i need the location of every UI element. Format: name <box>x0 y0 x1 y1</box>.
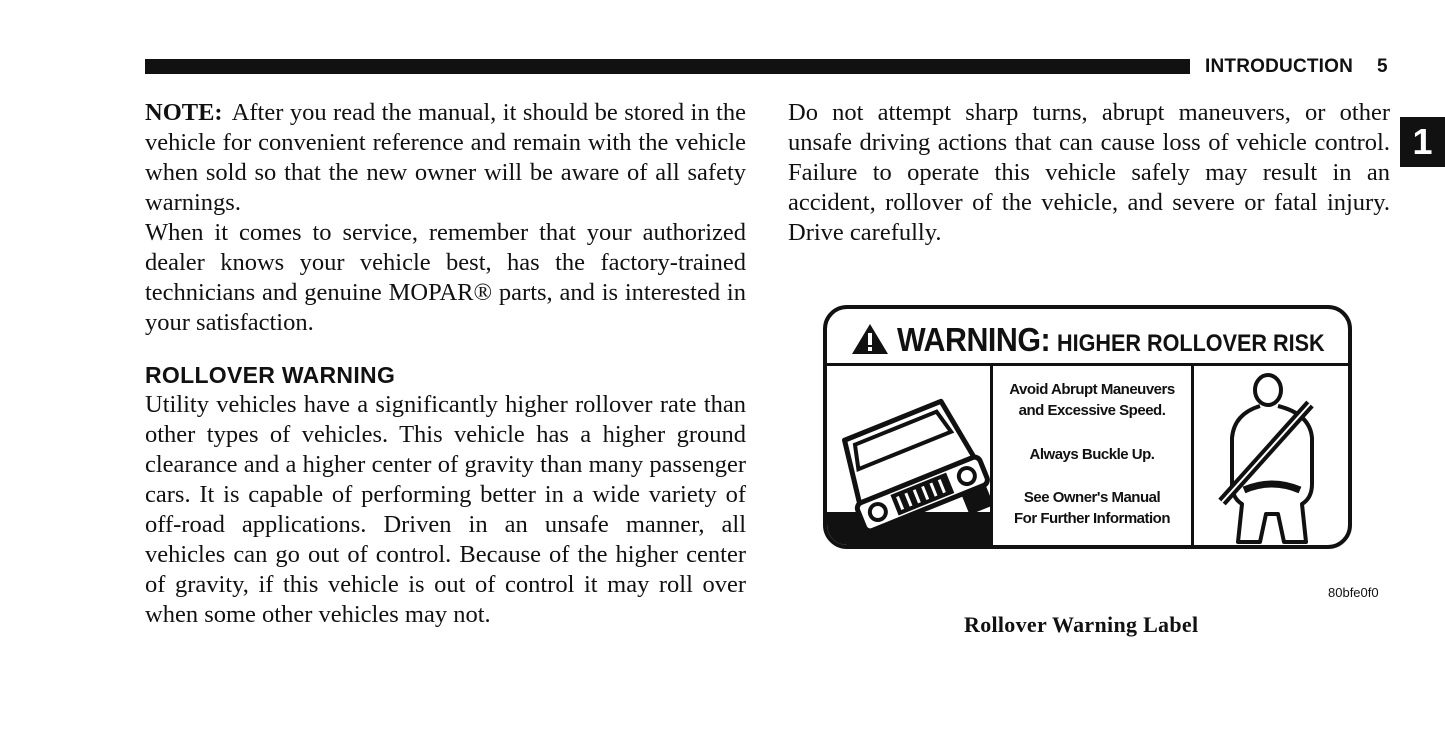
tilted-vehicle-icon <box>827 366 990 549</box>
rollover-paragraph: Utility vehicles have a significantly higher rollover rate than other types of vehicles. This vehicle has a higher ground clearance and a higher center of gravity than many passenger cars. It is capable of performing better in a wide variety of off-road applications. Driven in an unsafe manner, all vehicles can go out of control. Because of the higher center of gravity, if this vehicle is out of control it may roll over when some other vehicles may not. <box>145 391 746 628</box>
note-label: NOTE: <box>145 99 223 126</box>
rollover-warning-label <box>823 305 1352 549</box>
header-rule <box>145 59 1190 74</box>
warning-title-sub: HIGHER ROLLOVER RISK <box>1057 330 1326 357</box>
running-header-section: INTRODUCTION <box>1205 56 1354 77</box>
page-number: 5 <box>1377 56 1388 77</box>
warning-triangle-icon <box>851 323 889 355</box>
warning-title-main: WARNING: <box>897 321 1051 358</box>
chapter-tab: 1 <box>1400 117 1445 167</box>
seatbelt-cell <box>1194 366 1348 545</box>
seatbelt-person-icon <box>1194 366 1349 549</box>
vehicle-cell <box>827 366 990 545</box>
caution-paragraph: Do not attempt sharp turns, abrupt maneuvers, or other unsafe driving actions that can cause loss of vehicle control. Failure to operate this vehicle safely may result in an accident, rollover of the vehicle, and severe or fatal injury. Drive carefully. <box>788 99 1390 246</box>
note-text: After you read the manual, it should be stored in the vehicle for convenient reference and remain with the vehicle when sold so that the new owner will be aware of all safety warnings. <box>145 99 746 216</box>
instruction-line: and Excessive Speed. <box>1018 402 1166 419</box>
instruction-line: Always Buckle Up. <box>1029 446 1155 463</box>
instruction-line: Avoid Abrupt Maneuvers <box>1009 381 1175 398</box>
instruction-line: See Owner's Manual <box>1023 489 1161 506</box>
rollover-heading: ROLLOVER WARNING <box>145 362 396 388</box>
service-paragraph: When it comes to service, remember that your authorized dealer knows your vehicle best, has the factory-trained technicians and genuine MOPAR® parts, and is interested in your satisfaction. <box>145 219 746 336</box>
note-paragraph <box>145 98 746 218</box>
warning-instructions <box>993 366 1191 545</box>
warning-title <box>851 321 1352 357</box>
image-code: 80bfe0f0 <box>1328 585 1379 600</box>
figure-caption: Rollover Warning Label <box>964 612 1199 637</box>
left-column <box>145 98 746 630</box>
right-column <box>788 98 1390 248</box>
instruction-line: For Further Information <box>1014 510 1170 527</box>
